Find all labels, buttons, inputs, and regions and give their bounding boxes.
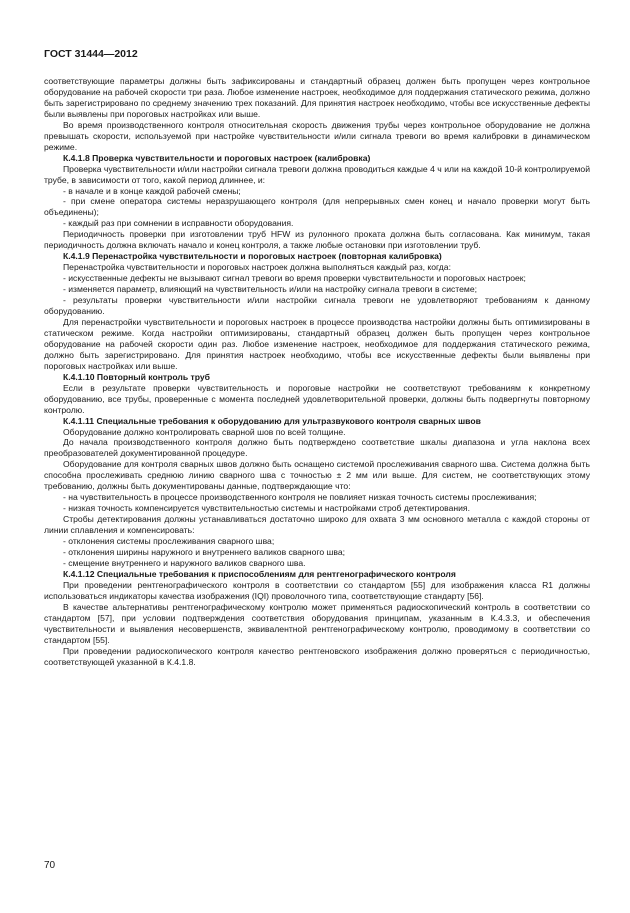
- list-item: - низкая точность компенсируется чувствительностью системы и настройками строб детектирования.: [63, 503, 470, 514]
- section-heading: К.4.1.9 Перенастройка чувствительности и пороговых настроек (повторная калибровка): [63, 251, 442, 262]
- list-item: - смещение внутреннего и наружного валиков сварного шва.: [63, 557, 306, 568]
- list-item: - отклонения ширины наружного и внутреннего валиков сварного шва;: [63, 546, 346, 557]
- paragraph: Оборудование должно контролировать сварной шов по всей толщине.: [63, 426, 346, 437]
- paragraph: При проведении радиоскопического контроля качество рентгеновского изображения должно проверяться с периодичностью, соответствующей указанной в К.4.1.8.: [44, 645, 590, 667]
- list-item: - отклонения системы прослеживания сварного шва;: [63, 536, 275, 547]
- paragraph: Стробы детектирования должны устанавливаться достаточно широко для охвата 3 мм основного металла с каждой стороны от линии сплавления и компенсировать:: [44, 514, 590, 536]
- paragraph: До начала производственного контроля должно быть подтверждено соответствие шкалы диапазона и угла наклона всех преобразователей документированной процедуре.: [44, 437, 590, 459]
- paragraph: соответствующие параметры должны быть зафиксированы и стандартный образец должен быть пропущен через контрольное оборудование на рабочей скорости три раза. Любое изменение настроек, необходимое для поддержания статического режима, должно быть зарегистрировано по среднему значению трех показаний. Для принятия настроек необходимо, чтобы все искусственные дефекты были выявлены при пороговых настройках или выше.: [44, 76, 590, 119]
- document-body: [44, 76, 590, 667]
- list-item: - изменяется параметр, влияющий на чувствительность и/или на настройку сигнала тревоги в системе;: [63, 284, 477, 295]
- list-item: - искусственные дефекты не вызывают сигнал тревоги во время проверки чувствительности и пороговых настроек;: [63, 273, 526, 284]
- section-heading: К.4.1.10 Повторный контроль труб: [63, 371, 210, 382]
- page-number: 70: [44, 860, 56, 871]
- section-heading: К.4.1.11 Специальные требования к оборудованию для ультразвукового контроля сварных швов: [63, 415, 481, 426]
- paragraph: В качестве альтернативы рентгенографическому контролю может применяться радиоскопический контроль в соответствии со стандартом [57], при условии подтверждения соответствия оборудования принципам, указанным в К.4.3.3, и обеспечения чувствительности и выявления несовершенств, эквивалентной рентгенографическому контролю, проводимому в соответствии со стандартом [55].: [44, 601, 590, 645]
- section-heading: К.4.1.12 Специальные требования к приспособлениям для рентгенографического контроля: [63, 568, 456, 579]
- paragraph: Оборудование для контроля сварных швов должно быть оснащено системой прослеживания сварного шва. Система должна быть способна прослеживать среднюю линию сварного шва с точностью ± 2 мм или выше. Для систем, не соответствующих этому требованию, должны быть документированы данные, подтверждающие что:: [44, 459, 590, 492]
- document-header: ГОСТ 31444—2012: [44, 48, 138, 60]
- list-item: - при смене оператора системы неразрушающего контроля (для непрерывных смен конец и начало проверки могут быть объединены);: [44, 196, 590, 218]
- list-item: - в начале и в конце каждой рабочей смены;: [63, 185, 241, 196]
- section-heading: К.4.1.8 Проверка чувствительности и пороговых настроек (калибровка): [63, 152, 371, 163]
- list-item: - результаты проверки чувствительности и/или настройки сигнала тревоги не удовлетворяют требованиям к данному оборудованию.: [44, 295, 590, 317]
- paragraph: Периодичность проверки при изготовлении труб HFW из рулонного проката должна быть согласована. Как минимум, такая периодичность должна включать начало и конец контроля, а также любые остановки при изготовлении труб.: [44, 229, 590, 251]
- paragraph: Проверка чувствительности и/или настройки сигнала тревоги должна проводиться каждые 4 ч или на каждой 10-й контролируемой трубе, в зависимости от того, какой период длиннее, и:: [44, 163, 590, 185]
- paragraph: Во время производственного контроля относительная скорость движения трубы через контрольное оборудование не должна превышать скорости, используемой при настройке чувствительности и/или сигнала тревоги во время калибровки в динамическом режиме.: [44, 119, 590, 152]
- list-item: - каждый раз при сомнении в исправности оборудования.: [63, 218, 294, 229]
- paragraph: Если в результате проверки чувствительность и пороговые настройки не соответствуют требованиям к конкретному оборудованию, все трубы, проверенные с момента последней удовлетворительной проверки, должны быть подвергнуты повторному контролю.: [44, 382, 590, 415]
- paragraph: Для перенастройки чувствительности и пороговых настроек в процессе производства настройки должны быть оптимизированы в статическом режиме. Когда настройки оптимизированы, стандартный образец должен быть пропущен через контрольное оборудование на рабочей скорости один раз. Любое изменение настроек, необходимое для поддержания статического режима, должно быть зарегистрировано. Для принятия настроек необходимо, чтобы все искусственные дефекты были выявлены при пороговых настройках или выше.: [44, 316, 590, 371]
- list-item: - на чувствительность в процессе производственного контроля не повлияет низкая точность системы прослеживания;: [63, 492, 537, 503]
- paragraph: При проведении рентгенографического контроля в соответствии со стандартом [55] для изображения класса R1 должны использоваться индикаторы качества изображения (IQI) проволочного типа, соответствующие стандарту [56].: [44, 579, 590, 601]
- paragraph: Перенастройка чувствительности и пороговых настроек должна выполняться каждый раз, когда:: [63, 262, 451, 273]
